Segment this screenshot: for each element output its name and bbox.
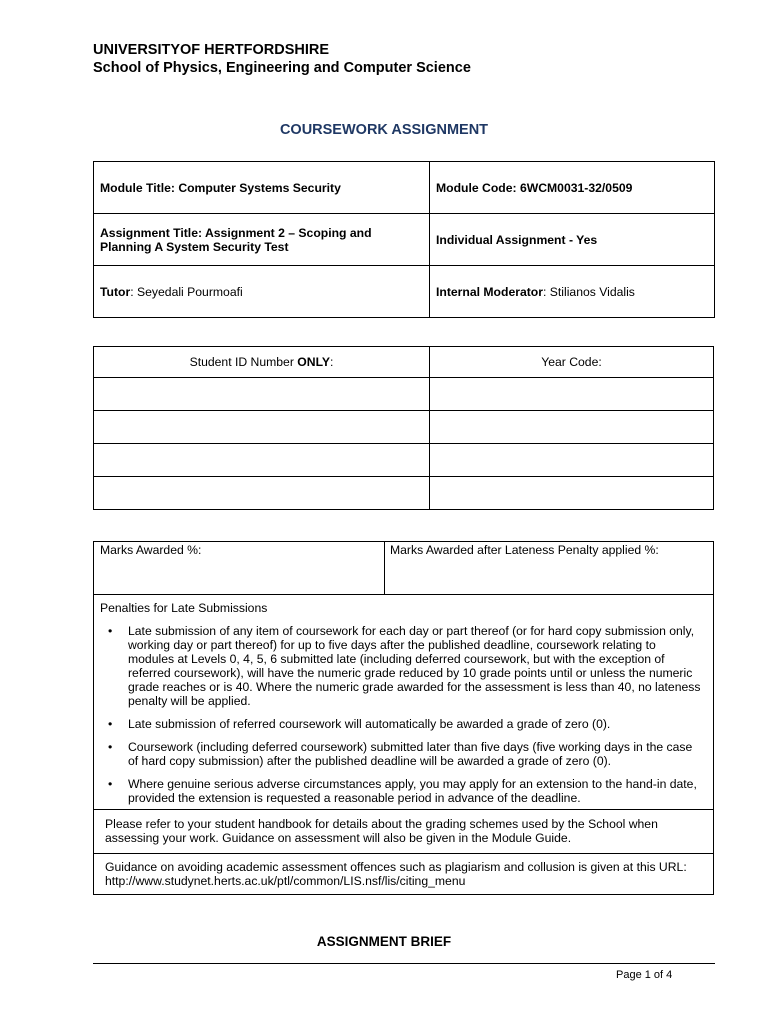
student-id-entry[interactable] xyxy=(94,411,430,444)
penalties-list xyxy=(100,624,704,814)
list-item: • Late submission of referred coursework will automatically be awarded a grade of zero (0). xyxy=(100,717,704,731)
footer-rule xyxy=(93,963,715,964)
assignment-brief-heading: ASSIGNMENT BRIEF xyxy=(316,934,452,949)
handbook-note: Please refer to your student handbook for details about the grading schemes used by the School when assessing your work. Guidance on assessment will also be given in the Module Guide. xyxy=(105,817,658,845)
penalties-heading: Penalties for Late Submissions xyxy=(100,601,268,615)
moderator-name: : Stilianos Vidalis xyxy=(543,284,635,299)
student-id-entry[interactable] xyxy=(94,444,430,477)
university-name: UNIVERSITYOF HERTFORDSHIRE xyxy=(93,42,330,58)
individual-assignment-cell: Individual Assignment - Yes xyxy=(430,214,715,266)
page-number: Page 1 of 4 xyxy=(616,969,673,981)
module-title-cell: Module Title: Computer Systems Security xyxy=(94,162,430,214)
year-code-header: Year Code: xyxy=(430,347,714,378)
table-row xyxy=(94,411,714,444)
list-item: • Coursework (including deferred coursework) submitted later than five days (five working days in the case of hard copy submission) after the published deadline will be awarded a grade of zero (0). xyxy=(100,740,704,768)
table-row xyxy=(94,477,714,510)
table-row xyxy=(94,444,714,477)
student-id-header: Student ID Number ONLY: xyxy=(94,347,430,378)
marks-after-penalty-label: Marks Awarded after Lateness Penalty applied %: xyxy=(390,543,659,557)
divider xyxy=(94,809,713,810)
list-item: • Late submission of any item of coursework for each day or part thereof (or for hard copy submission only, working day or part thereof) for up to five days after the published deadline, coursework relating to modules at Levels 0, 4, 5, 6 submitted late (including deferred coursework, but with the exception of referred coursework), will have the numeric grade reduced by 10 grade points until or unless the numeric grade reaches or is 40. Where the numeric grade awarded for the assessment is less than 40, no lateness penalty will be applied. xyxy=(100,624,704,708)
divider xyxy=(94,594,713,595)
year-code-entry[interactable] xyxy=(430,444,714,477)
module-code-cell: Module Code: 6WCM0031-32/0509 xyxy=(430,162,715,214)
tutor-name: : Seyedali Pourmoafi xyxy=(130,284,243,299)
moderator-cell xyxy=(430,266,715,318)
student-id-entry[interactable] xyxy=(94,477,430,510)
list-item: • Where genuine serious adverse circumstances apply, you may apply for an extension to the hand-in date, provided the extension is requested a reasonable period in advance of the deadline. xyxy=(100,777,704,805)
year-code-entry[interactable] xyxy=(430,411,714,444)
moderator-label: Internal Moderator xyxy=(436,284,543,299)
assignment-title-cell: Assignment Title: Assignment 2 – Scoping and Planning A System Security Test xyxy=(94,214,430,266)
divider xyxy=(94,853,713,854)
document-title: COURSEWORK ASSIGNMENT xyxy=(279,122,489,138)
tutor-cell xyxy=(94,266,430,318)
year-code-entry[interactable] xyxy=(430,477,714,510)
year-code-entry[interactable] xyxy=(430,378,714,411)
table-row xyxy=(94,214,715,266)
student-id-table xyxy=(93,346,714,510)
table-row xyxy=(94,162,715,214)
module-info-table xyxy=(93,161,715,318)
tutor-label: Tutor xyxy=(100,284,131,299)
table-row xyxy=(94,378,714,411)
school-name: School of Physics, Engineering and Computer Science xyxy=(93,60,471,76)
marks-awarded-label: Marks Awarded %: xyxy=(100,543,202,557)
marks-and-penalties-box xyxy=(93,541,714,895)
table-row xyxy=(94,266,715,318)
student-id-entry[interactable] xyxy=(94,378,430,411)
table-row xyxy=(94,347,714,378)
divider xyxy=(384,542,385,594)
guidance-note: Guidance on avoiding academic assessment offences such as plagiarism and collusion is given at this URL: http://www.studynet.herts.ac.uk/ptl/common/LIS.nsf/lis/citing_menu xyxy=(105,860,687,888)
